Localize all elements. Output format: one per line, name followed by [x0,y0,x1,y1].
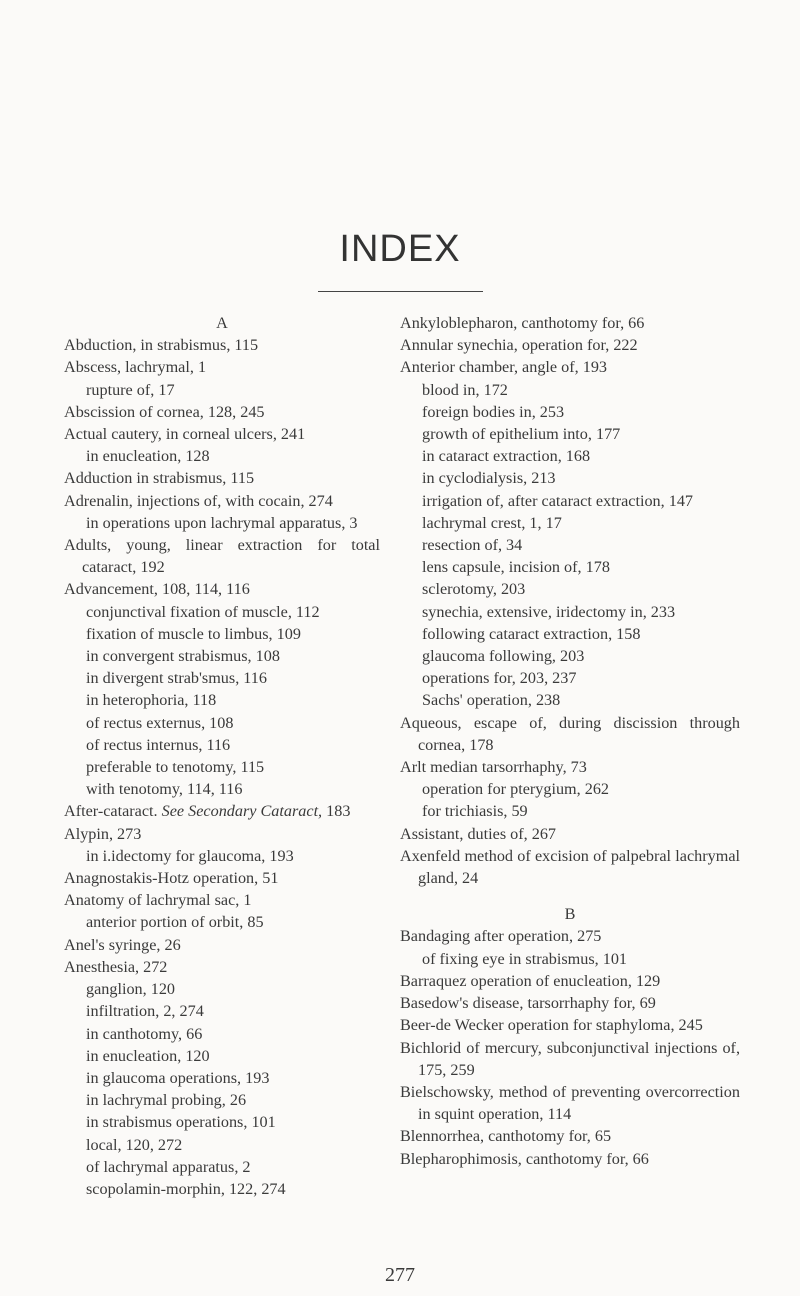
index-entry [64,800,380,822]
index-entry: Bielschowsky, method of preventing overcorrection in squint operation, 114 [400,1082,740,1124]
index-entry: Adrenalin, injections of, with cocain, 274 [64,491,333,510]
index-subentry: sclerotomy, 203 [422,580,526,599]
index-entry: Beer-de Wecker operation for staphyloma, 245 [400,1016,703,1035]
index-subentry: operation for pterygium, 262 [422,780,610,799]
index-subentry: ganglion, 120 [86,980,176,999]
index-subentry: of rectus externus, 108 [86,713,234,732]
index-entry: Adults, young, linear extraction for total cataract, 192 [64,536,380,577]
index-subentry: lens capsule, incision of, 178 [422,558,610,577]
index-entry: Bandaging after operation, 275 [400,927,602,946]
index-subentry: in convergent strabismus, 108 [86,647,280,666]
entry-page: 183 [322,802,351,821]
index-entry: Annular synechia, operation for, 222 [400,336,638,355]
index-entry: Abduction, in strabismus, 115 [64,336,259,355]
index-subentry: conjunctival fixation of muscle, 112 [86,602,320,621]
index-entry: Abscission of cornea, 128, 245 [64,402,265,421]
index-subentry: irrigation of, after cataract extraction, 147 [422,491,694,510]
index-subentry: in operations upon lachrymal apparatus, 3 [86,513,358,532]
index-entry: Bichlorid of mercury, subconjunctival injections of, 175, 259 [400,1038,740,1079]
entry-text: After-cataract. [64,802,162,821]
index-subentry: synechia, extensive, iridectomy in, 233 [422,602,676,621]
index-entry: Anterior chamber, angle of, 193 [400,358,608,377]
index-subentry: for trichiasis, 59 [422,802,528,821]
index-entry: Blennorrhea, canthotomy for, 65 [400,1127,612,1146]
index-subentry: in cyclodialysis, 213 [422,469,556,488]
index-entry: Ankyloblepharon, canthotomy for, 66 [400,314,645,332]
index-subentry: with tenotomy, 114, 116 [86,780,243,799]
index-subentry: fixation of muscle to limbus, 109 [86,624,301,643]
index-subentry: scopolamin-morphin, 122, 274 [86,1179,286,1198]
index-subentry: in lachrymal probing, 26 [86,1091,247,1110]
index-entry: Abscess, lachrymal, 1 [64,358,207,377]
index-subentry: in cataract extraction, 168 [422,447,591,466]
index-subentry: in enucleation, 128 [86,447,210,466]
index-entry: Anesthesia, 272 [64,957,168,976]
index-subentry: of fixing eye in strabismus, 101 [422,949,628,968]
section-spacer [400,889,740,903]
index-entry: Advancement, 108, 114, 116 [64,580,250,599]
index-right-column [400,312,740,1170]
index-entry: Aqueous, escape of, during discission through cornea, 178 [400,713,740,754]
index-subentry: in i.idectomy for glaucoma, 193 [86,846,294,865]
index-entry: Basedow's disease, tarsorrhaphy for, 69 [400,994,656,1013]
index-subentry: in heterophoria, 118 [86,691,217,710]
index-subentry: infiltration, 2, 274 [86,1002,204,1021]
index-subentry: preferable to tenotomy, 115 [86,758,265,777]
index-entry: Assistant, duties of, 267 [400,824,557,843]
index-subentry: glaucoma following, 203 [422,647,585,666]
index-entry: Anagnostakis-Hotz operation, 51 [64,869,279,888]
index-subentry: in divergent strab'smus, 116 [86,669,267,688]
index-entry: Axenfeld method of excision of palpebral lachrymal gland, 24 [400,846,740,888]
index-entry: Anel's syringe, 26 [64,935,181,954]
index-subentry: in canthotomy, 66 [86,1024,203,1043]
see-reference: See Secondary Cataract, [161,802,323,821]
section-letter: B [564,905,576,924]
index-subentry: following cataract extraction, 158 [422,624,641,643]
index-subentry: Sachs' operation, 238 [422,691,561,710]
index-left-column [64,312,380,1200]
title-rule [318,291,483,292]
index-subentry: foreign bodies in, 253 [422,402,565,421]
index-subentry: blood in, 172 [422,380,508,399]
section-letter: A [216,314,228,332]
index-entry: Barraquez operation of enucleation, 129 [400,971,661,990]
page-number: 277 [385,1264,415,1286]
index-subentry: of rectus internus, 116 [86,735,231,754]
index-subentry: in glaucoma operations, 193 [86,1068,270,1087]
index-subentry: local, 120, 272 [86,1135,183,1154]
index-subentry: anterior portion of orbit, 85 [86,913,264,932]
index-subentry: in strabismus operations, 101 [86,1113,276,1132]
index-subentry: resection of, 34 [422,536,523,555]
index-entry: Anatomy of lachrymal sac, 1 [64,891,252,910]
index-entry: Adduction in strabismus, 115 [64,469,255,488]
index-entry: Actual cautery, in corneal ulcers, 241 [64,425,306,444]
page-title: INDEX [339,228,461,270]
index-subentry: rupture of, 17 [86,380,175,399]
index-subentry: of lachrymal apparatus, 2 [86,1157,251,1176]
index-entry: Alypin, 273 [64,824,142,843]
index-subentry: operations for, 203, 237 [422,669,577,688]
index-entry: Arlt median tarsorrhaphy, 73 [400,758,587,777]
index-subentry: lachrymal crest, 1, 17 [422,513,562,532]
index-entry: Blepharophimosis, canthotomy for, 66 [400,1149,649,1168]
index-subentry: growth of epithelium into, 177 [422,425,621,444]
index-subentry: in enucleation, 120 [86,1046,210,1065]
